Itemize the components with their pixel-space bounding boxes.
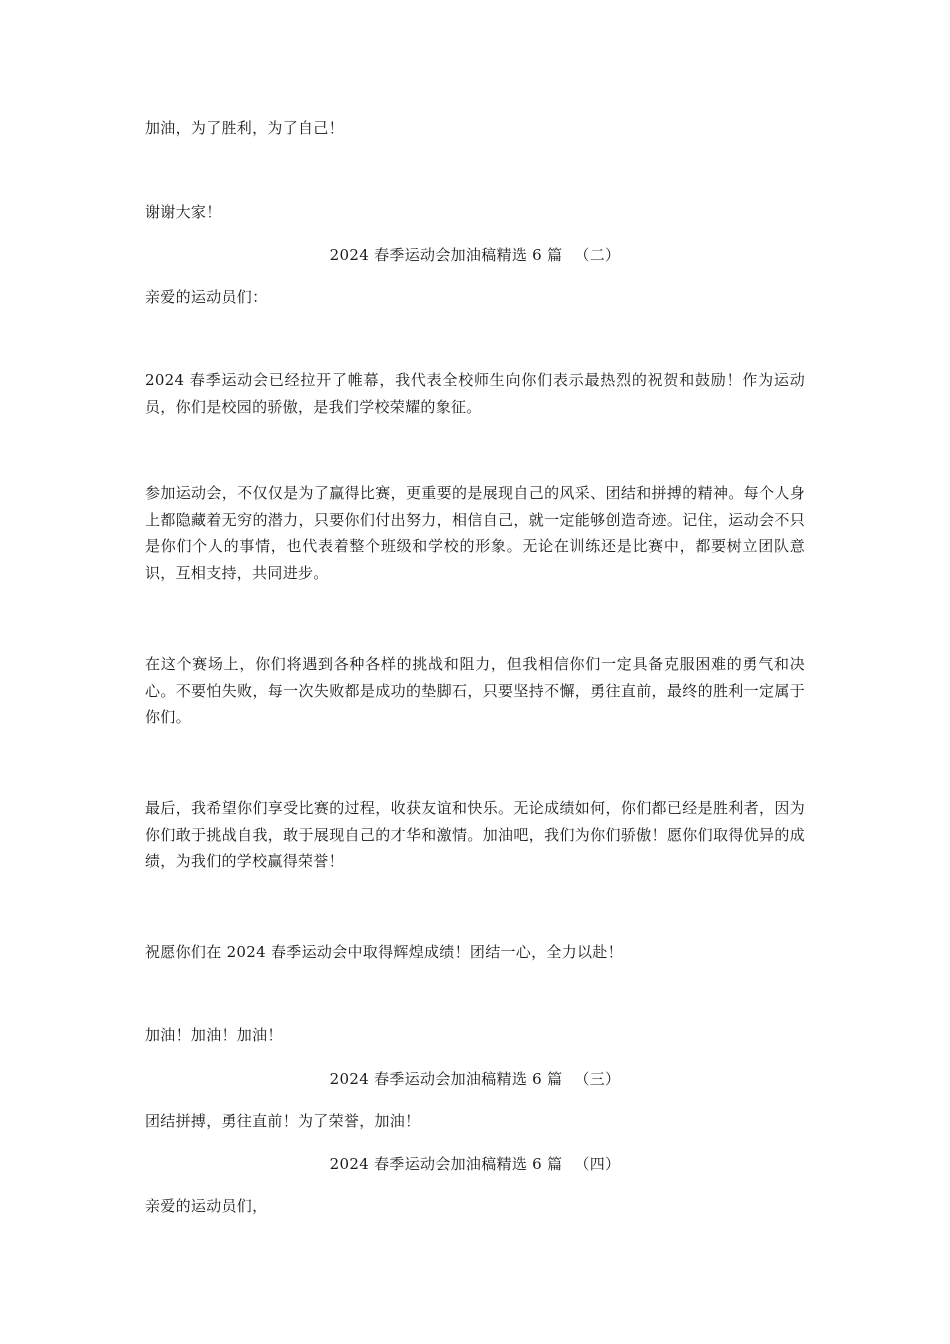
section-heading-2-number: （二） — [574, 246, 621, 264]
greeting-2: 亲爱的运动员们： — [145, 288, 268, 306]
section-heading-2-title: 2024 春季运动会加油稿精选 6 篇 — [329, 246, 563, 264]
closing-cheer: 加油，为了胜利，为了自己！ — [145, 119, 344, 137]
paragraph-2-1: 2024 春季运动会已经拉开了帷幕，我代表全校师生向你们表示最热烈的祝贺和鼓励！作为运动员，你们是校园的骄傲，是我们学校荣耀的象征。 — [145, 371, 805, 416]
section-heading-4-number: （四） — [574, 1155, 621, 1173]
section-heading-3 — [0, 1068, 950, 1090]
section-heading-2 — [0, 244, 950, 266]
thanks-line: 谢谢大家！ — [145, 203, 222, 221]
paragraph-2-2: 参加运动会，不仅仅是为了赢得比赛，更重要的是展现自己的风采、团结和拼搏的精神。每个人身上都隐藏着无穷的潜力，只要你们付出努力，相信自己，就一定能够创造奇迹。记住，运动会不只是你们个人的事情，也代表着整个班级和学校的形象。无论在训练还是比赛中，都要树立团队意识，互相支持，共同进步。 — [145, 484, 805, 582]
greeting-4: 亲爱的运动员们， — [145, 1197, 268, 1215]
section-heading-4-title: 2024 春季运动会加油稿精选 6 篇 — [329, 1155, 563, 1173]
paragraph-2-5: 祝愿你们在 2024 春季运动会中取得辉煌成绩！团结一心，全力以赴！ — [145, 943, 623, 961]
section-heading-4 — [0, 1153, 950, 1175]
paragraph-2-3: 在这个赛场上，你们将遇到各种各样的挑战和阻力，但我相信你们一定具备克服困难的勇气和决心。不要怕失败，每一次失败都是成功的垫脚石，只要坚持不懈，勇往直前，最终的胜利一定属于你们。 — [145, 655, 805, 726]
section-heading-3-number: （三） — [574, 1070, 621, 1088]
paragraph-2-6: 加油！加油！加油！ — [145, 1026, 283, 1044]
paragraph-2-4: 最后，我希望你们享受比赛的过程，收获友谊和快乐。无论成绩如何，你们都已经是胜利者，因为你们敢于挑战自我，敢于展现自己的才华和激情。加油吧，我们为你们骄傲！愿你们取得优异的成绩，为我们的学校赢得荣誉！ — [145, 799, 805, 870]
section-heading-3-title: 2024 春季运动会加油稿精选 6 篇 — [329, 1070, 563, 1088]
paragraph-3-1: 团结拼搏，勇往直前！为了荣誉，加油！ — [145, 1112, 421, 1130]
